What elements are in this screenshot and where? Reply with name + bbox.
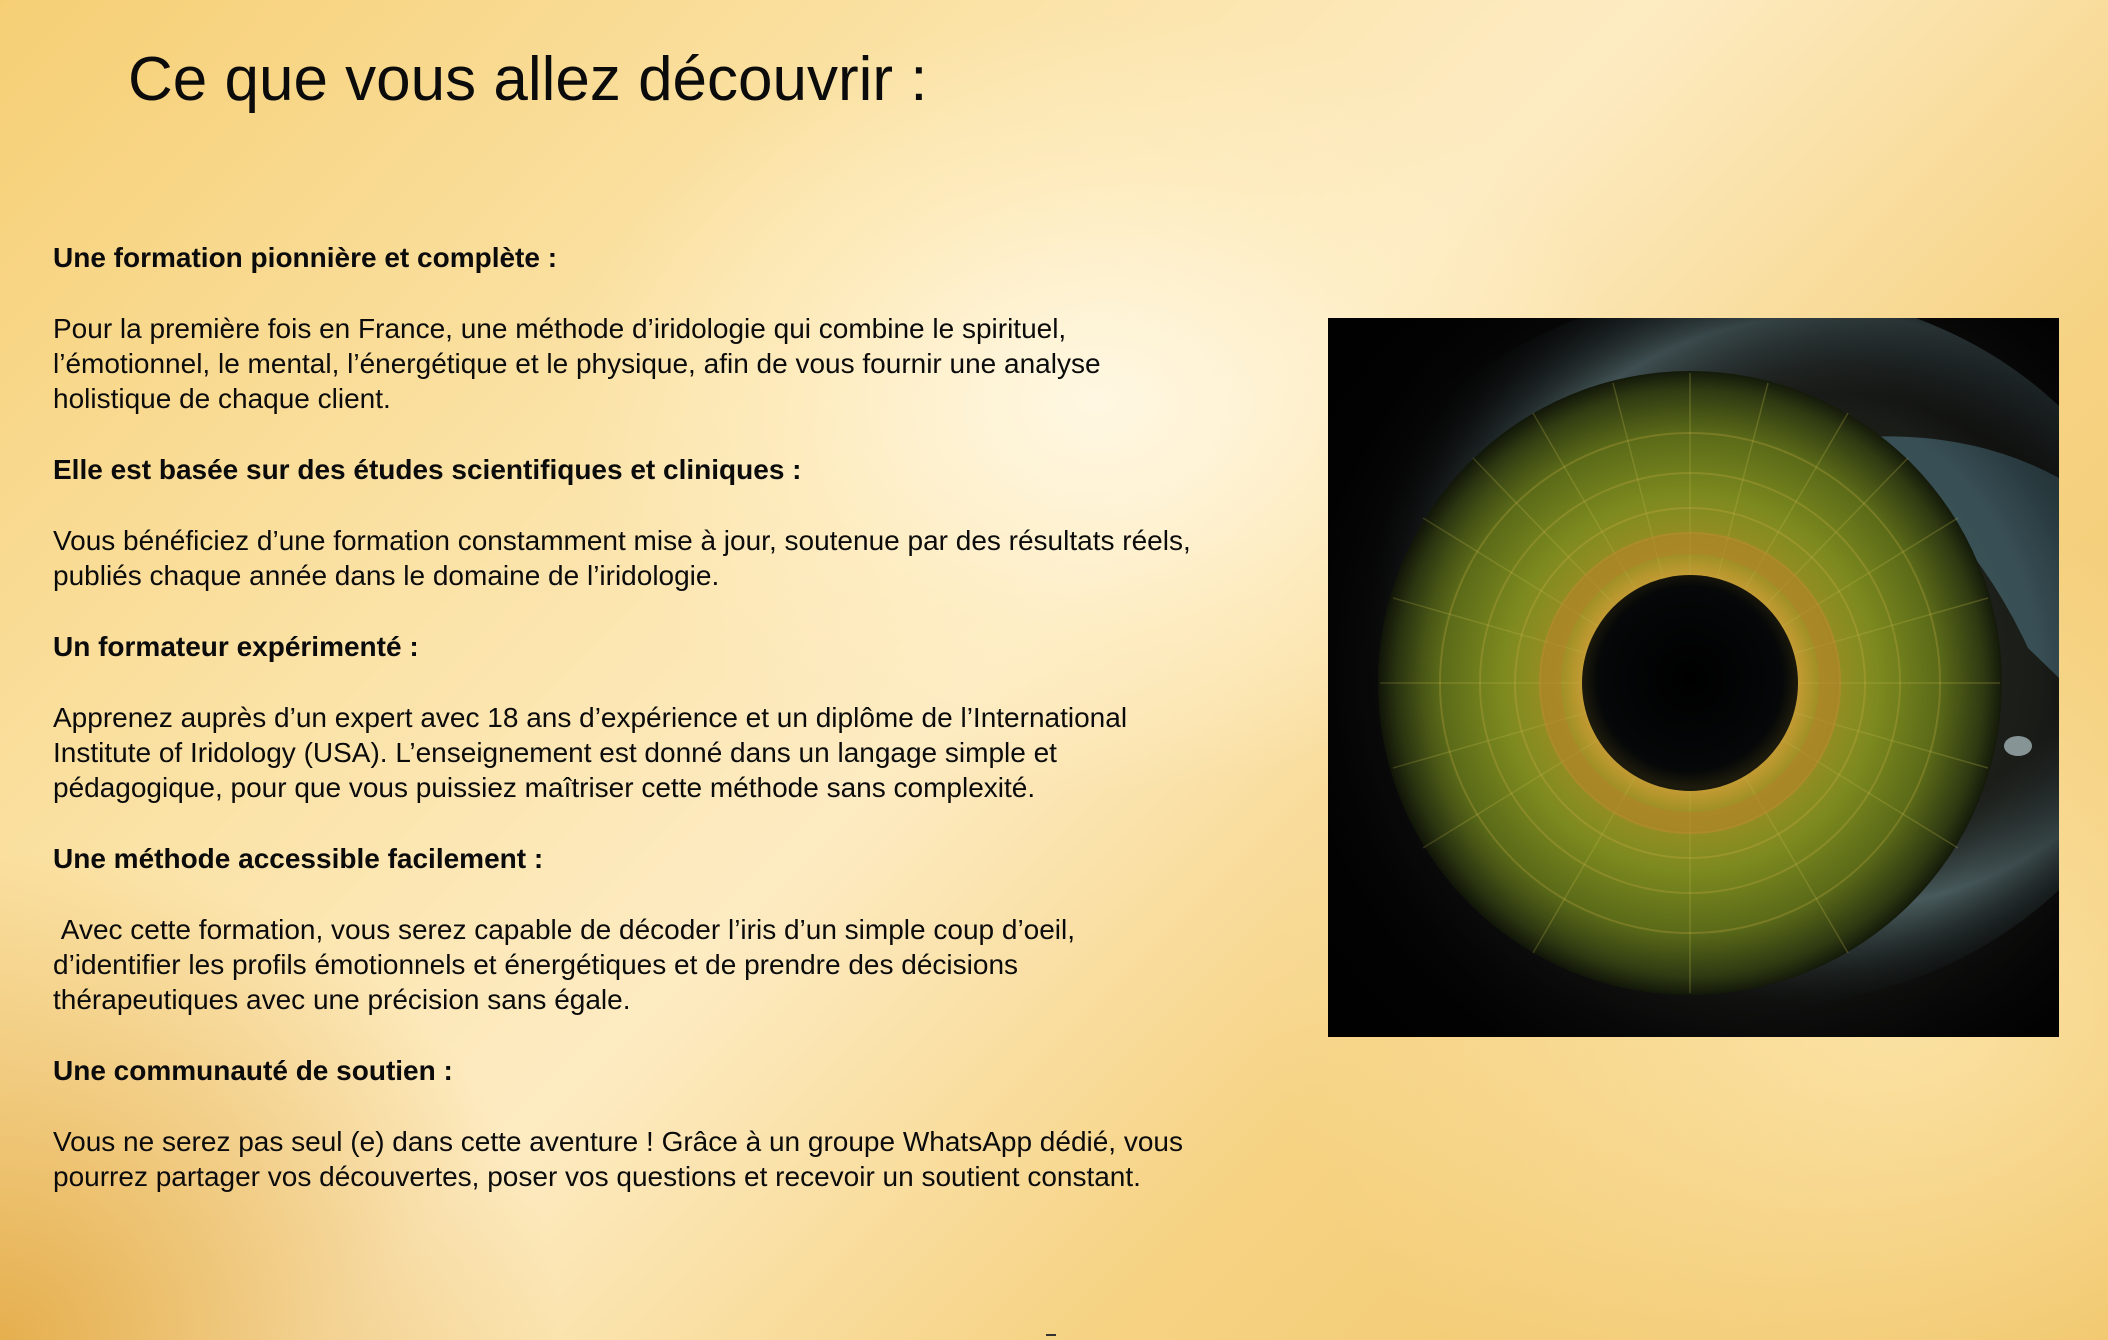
- page-title: Ce que vous allez découvrir :: [128, 45, 928, 114]
- section-body: Vous bénéficiez d’une formation constamment mise à jour, soutenue par des résultats réels, publiés chaque année dans le domaine de l’iridologie.: [53, 525, 1191, 591]
- section-heading: Une méthode accessible facilement :: [53, 843, 544, 874]
- section-heading: Une communauté de soutien :: [53, 1055, 453, 1086]
- section: [53, 452, 1303, 593]
- page-marker: [1046, 1334, 1056, 1336]
- section-body: Avec cette formation, vous serez capable de décoder l’iris d’un simple coup d’oeil, d’identifier les profils émotionnels et énergétiques et de prendre des décisions thérapeutiques avec une précision sans égale.: [53, 914, 1076, 1015]
- section-heading: Elle est basée sur des études scientifiques et cliniques :: [53, 454, 802, 485]
- eye-iris-icon: [1328, 318, 2059, 1037]
- section-body: Pour la première fois en France, une méthode d’iridologie qui combine le spirituel, l’émotionnel, le mental, l’énergétique et le physique, afin de vous fournir une analyse holistique de chaque client.: [53, 313, 1101, 414]
- section: [53, 240, 1303, 416]
- section: [53, 1053, 1303, 1194]
- section-heading: Une formation pionnière et complète :: [53, 242, 558, 273]
- content-column: [53, 240, 1303, 1230]
- eye-iris-image: [1328, 318, 2059, 1037]
- section-body: Apprenez auprès d’un expert avec 18 ans d’expérience et un diplôme de l’International Institute of Iridology (USA). L’enseignement est donné dans un langage simple et pédagogique, pour que vous puissiez maîtriser cette méthode sans complexité.: [53, 702, 1128, 803]
- section-heading: Un formateur expérimenté :: [53, 631, 419, 662]
- section: [53, 841, 1303, 1017]
- section: [53, 629, 1303, 805]
- section-body: Vous ne serez pas seul (e) dans cette aventure ! Grâce à un groupe WhatsApp dédié, vous pourrez partager vos découvertes, poser vos questions et recevoir un soutient constant.: [53, 1126, 1184, 1192]
